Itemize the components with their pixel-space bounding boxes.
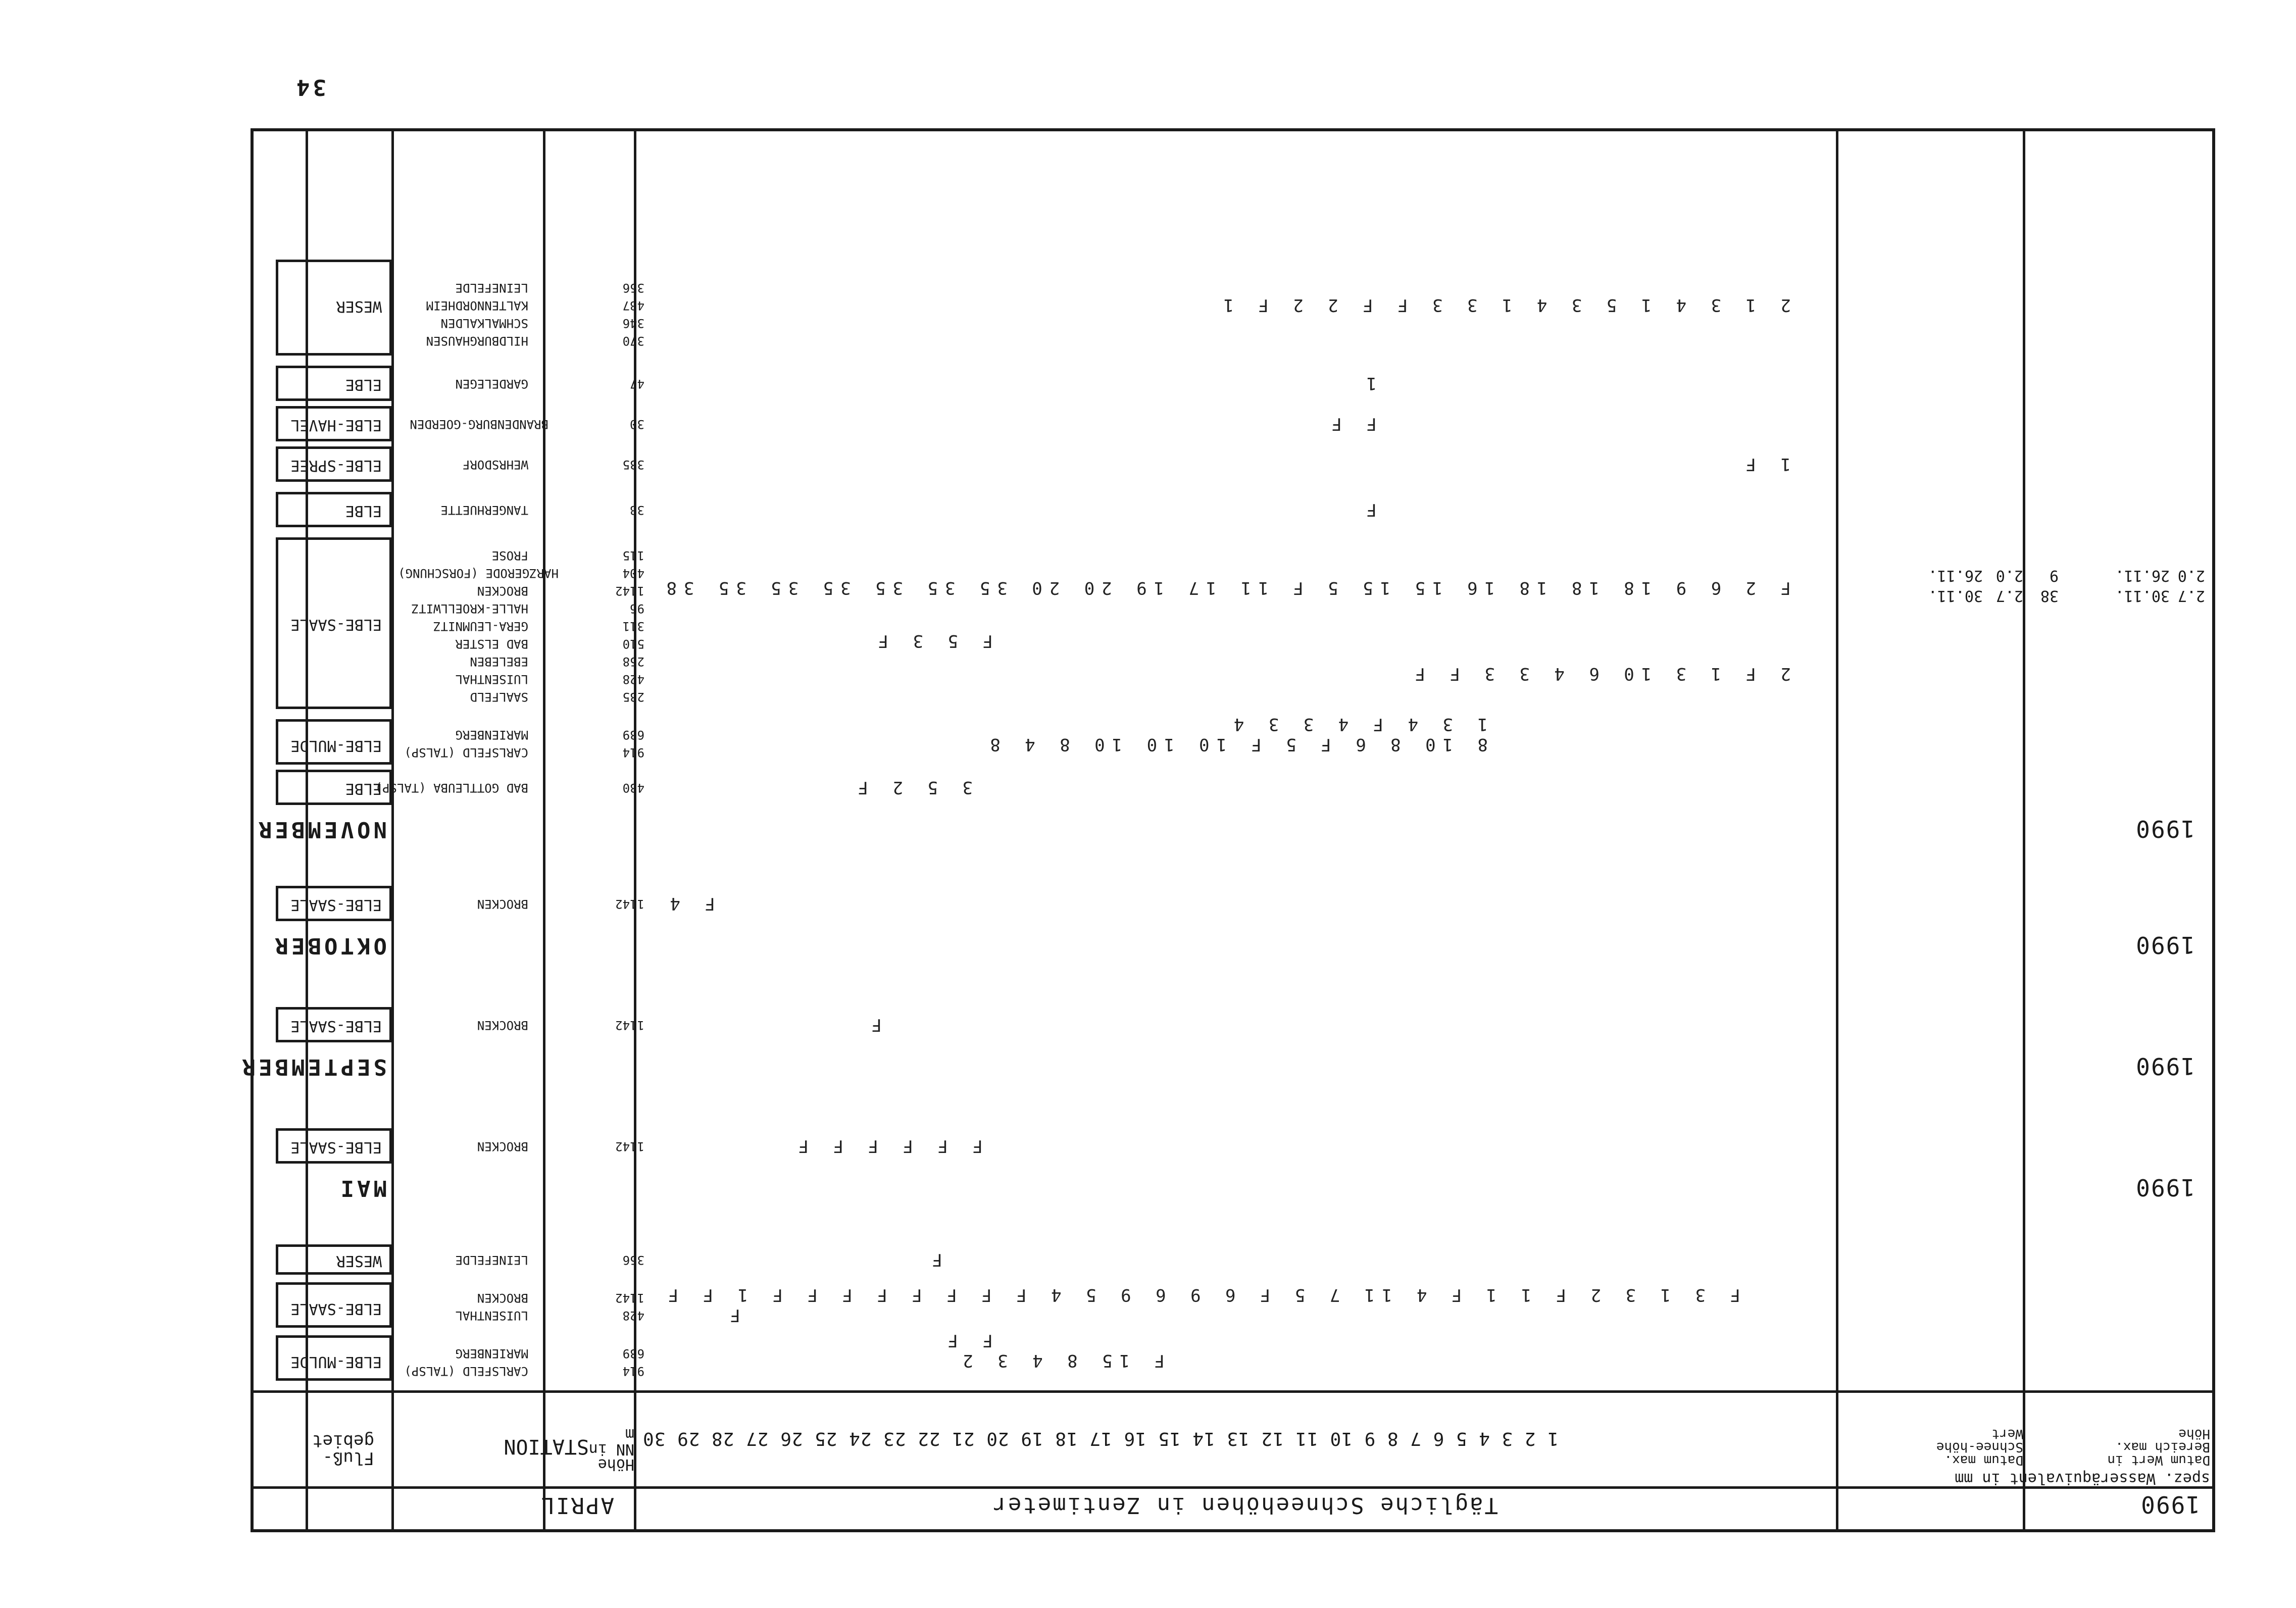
station-luisenthal-nov: LUISENTHAL bbox=[455, 672, 528, 686]
station-hildburghausen-nov: HILDBURGHAUSEN bbox=[426, 334, 528, 348]
range-wert-1: 2.7 bbox=[2177, 587, 2205, 605]
divider-days bbox=[1836, 131, 1838, 1529]
station-bad-gottleuba-nov: BAD GOTTLEUBA (TALSP) bbox=[375, 781, 528, 795]
station-harzgerode-nov: HARZGERODE (FORSCHUNG) bbox=[398, 566, 559, 580]
month-label-mai: MAI bbox=[337, 1175, 387, 1201]
station-frose-nov: FROSE bbox=[491, 548, 528, 563]
height-hildburghausen-nov: 370 bbox=[622, 334, 644, 348]
station-kaltennordheim-nov: KALTENNORDHEIM bbox=[426, 298, 528, 313]
values-brocken-okt: F 4 bbox=[663, 893, 715, 914]
station-marienberg-apr: MARIENBERG bbox=[455, 1346, 528, 1361]
river-elbe-saale-nov: ELBE-SAALE bbox=[290, 616, 382, 633]
col-header-sub-snow: Datum max. Schnee-höhe Wert bbox=[1936, 1426, 2023, 1468]
year-label-september: 1990 bbox=[2135, 1052, 2195, 1080]
river-elbe-havel-nov: ELBE-HAVEL bbox=[290, 416, 382, 434]
values-tangerhuette-nov: F bbox=[1359, 499, 1377, 520]
river-elbe-saale-mai: ELBE-SAALE bbox=[290, 1138, 382, 1156]
range-wert-2: 2.0 bbox=[2177, 567, 2205, 584]
height-brandenburg-nov: 30 bbox=[630, 417, 644, 431]
values-gardelegen-nov: 1 bbox=[1359, 373, 1377, 393]
month-label-september: SEPTEMBER bbox=[239, 1054, 387, 1080]
header-rule bbox=[254, 1486, 2212, 1489]
values-luisenthal-nov: 2 F 1 3 10 6 4 3 3 F F bbox=[1408, 664, 1791, 684]
station-brocken-apr: BROCKEN bbox=[477, 1291, 528, 1305]
station-brocken-sep: BROCKEN bbox=[477, 1018, 528, 1032]
station-leinefelde-nov: LEINEFELDE bbox=[455, 281, 528, 295]
station-gera-leumnitz-nov: GERA-LEUMNITZ bbox=[433, 619, 528, 633]
col-header-wasser: spez. Wasseräquivalent in mm bbox=[1955, 1470, 2210, 1487]
river-elbe-spree-nov: ELBE-SPREE bbox=[290, 457, 382, 474]
height-brocken-nov: 1142 bbox=[615, 584, 644, 598]
river-weser-nov: WESER bbox=[336, 297, 382, 315]
station-ebeleben-nov: EBELEBEN bbox=[470, 655, 528, 669]
station-halle-kroellwitz-nov: HALLE-KROELLWITZ bbox=[411, 601, 528, 616]
wasser-date-1: 30.11. bbox=[1928, 587, 1983, 605]
values-bad-gottleuba-nov: 3 5 2 F bbox=[851, 777, 973, 797]
height-leinefelde-nov: 356 bbox=[622, 281, 644, 295]
year-label-november: 1990 bbox=[2135, 815, 2195, 842]
values-brandenburg-nov: F F bbox=[1324, 414, 1377, 434]
height-marienberg-nov: 639 bbox=[622, 728, 644, 742]
station-brocken-okt: BROCKEN bbox=[477, 897, 528, 911]
station-brocken-mai: BROCKEN bbox=[477, 1139, 528, 1153]
river-elbe-nov: ELBE bbox=[345, 780, 382, 797]
station-carlsfeld-nov: CARLSFELD (TALSP) bbox=[404, 745, 528, 760]
station-brocken-nov: BROCKEN bbox=[477, 584, 528, 598]
height-kaltennordheim-nov: 487 bbox=[622, 298, 644, 313]
height-gera-nov: 311 bbox=[622, 619, 644, 633]
height-tangerhuette-nov: 38 bbox=[630, 503, 644, 517]
height-brocken-okt: 1142 bbox=[615, 897, 644, 911]
river-elbe-tanger-nov: ELBE bbox=[345, 502, 382, 520]
station-wehrsdorf-nov: WEHRSDORF bbox=[462, 458, 528, 472]
height-ebeleben-nov: 258 bbox=[622, 655, 644, 669]
year-label: 1990 bbox=[2140, 1491, 2200, 1518]
wasser-wert-1: 2.7 bbox=[1995, 587, 2023, 605]
station-saalfeld-nov: SAALFELD bbox=[470, 690, 528, 704]
height-bad-elster-nov: 510 bbox=[622, 637, 644, 651]
height-bad-gottleuba-nov: 430 bbox=[622, 781, 644, 795]
station-gardelegen-nov: GARDELEGEN bbox=[455, 377, 528, 391]
values-brocken-mai: F F F F F F bbox=[791, 1136, 983, 1156]
values-marienberg-apr: F F bbox=[940, 1330, 993, 1350]
col-header-height: Höhe NN in m bbox=[588, 1425, 634, 1473]
year-label-oktober: 1990 bbox=[2135, 931, 2195, 959]
height-schmalkalden-nov: 346 bbox=[622, 316, 644, 330]
wasser-date-2: 26.11. bbox=[1928, 567, 1983, 584]
values-wehrsdorf-nov: 1 F bbox=[1738, 454, 1791, 474]
col-header-station: STATION bbox=[504, 1435, 589, 1458]
subheader-rule bbox=[254, 1390, 2212, 1393]
river-elbe-saale-apr: ELBE-SAALE bbox=[290, 1300, 382, 1318]
col-header-days: 1 2 3 4 5 6 7 8 9 10 11 12 13 14 15 16 17 18 19 20 21 22 23 24 25 26 27 28 29 30 bbox=[642, 1428, 1559, 1449]
values-marienberg-nov: 1 3 4 F 4 3 3 4 bbox=[1226, 714, 1488, 734]
station-bad-elster-nov: BAD ELSTER bbox=[455, 637, 528, 651]
month-label-november: NOVEMBER bbox=[256, 817, 387, 842]
height-wehrsdorf-nov: 335 bbox=[622, 458, 644, 472]
height-brocken-sep: 1142 bbox=[615, 1018, 644, 1032]
height-leinefelde-apr: 356 bbox=[622, 1253, 644, 1267]
values-brocken-nov: F 2 6 9 18 18 18 16 15 15 5 F 11 17 19 20 20 35 35 35 35 35 35 38 bbox=[659, 578, 1791, 598]
river-elbe-saale-okt: ELBE-SAALE bbox=[290, 896, 382, 914]
values-bad-elster-nov: F 5 3 F bbox=[871, 631, 993, 651]
col-header-sub-range: Datum Wert in Bereich max. Höhe bbox=[2107, 1426, 2210, 1468]
height-luisenthal-nov: 428 bbox=[622, 672, 644, 686]
height-brocken-apr: 1142 bbox=[615, 1291, 644, 1305]
height-gardelegen-nov: 47 bbox=[630, 377, 644, 391]
height-halle-nov: 96 bbox=[630, 601, 644, 616]
table-frame bbox=[251, 128, 2215, 1532]
values-carlsfeld-apr: F 15 8 4 3 2 bbox=[956, 1350, 1165, 1371]
month-label-oktober: OKTOBER bbox=[272, 933, 387, 959]
height-marienberg-apr: 639 bbox=[622, 1346, 644, 1361]
range-date-2: 26.11. bbox=[2115, 567, 2170, 584]
station-brandenburg-nov: BRANDENBURG-GOERDEN bbox=[410, 417, 548, 431]
page-title: Tägliche Schneehöhen in Zentimeter bbox=[991, 1492, 1498, 1518]
values-carlsfeld-nov: 8 10 8 6 F 5 F 10 10 10 8 4 8 bbox=[983, 734, 1488, 755]
year-label-mai: 1990 bbox=[2135, 1174, 2195, 1201]
divider-station bbox=[543, 131, 545, 1529]
values-brocken-apr: F 3 1 3 2 F 1 1 F 4 11 7 5 F 6 9 6 9 5 4 F F F F F F F F 1 F F bbox=[661, 1285, 1740, 1305]
river-elbe-gardelegen-nov: ELBE bbox=[345, 376, 382, 393]
month-label-april: APRIL bbox=[539, 1492, 614, 1518]
height-luisenthal-apr: 428 bbox=[622, 1309, 644, 1323]
values-brocken-sep: F bbox=[864, 1015, 882, 1035]
river-elbe-saale-sep: ELBE-SAALE bbox=[290, 1017, 382, 1035]
river-elbe-mulde-apr: ELBE-MULDE bbox=[290, 1353, 382, 1371]
col-header-river: Fluß-gebiet bbox=[312, 1431, 374, 1468]
height-brocken-mai: 1142 bbox=[615, 1139, 644, 1153]
river-elbe-mulde-nov: ELBE-MULDE bbox=[290, 737, 382, 755]
height-carlsfeld-nov: 914 bbox=[622, 745, 644, 760]
station-leinefelde-apr: LEINEFELDE bbox=[455, 1253, 528, 1267]
range-date-1: 30.11. bbox=[2115, 587, 2170, 605]
height-frose-nov: 115 bbox=[622, 548, 644, 563]
wasser-wert-2: 2.0 bbox=[1995, 567, 2023, 584]
values-leinefelde-apr: F bbox=[925, 1249, 942, 1270]
divider-wasser bbox=[2023, 131, 2025, 1529]
height-saalfeld-nov: 235 bbox=[622, 690, 644, 704]
station-tangerhuette-nov: TANGERHUETTE bbox=[440, 503, 528, 517]
station-marienberg-nov: MARIENBERG bbox=[455, 728, 528, 742]
river-weser-apr: WESER bbox=[336, 1252, 382, 1270]
page-number: 34 bbox=[293, 74, 326, 100]
values-weser-nov: 2 1 3 4 1 5 3 4 1 3 3 F F 2 2 F 1 bbox=[1216, 295, 1791, 315]
station-luisenthal-apr: LUISENTHAL bbox=[455, 1309, 528, 1323]
values-luisenthal-apr: F bbox=[723, 1305, 740, 1325]
height-harzgerode-nov: 404 bbox=[622, 566, 644, 580]
wasser-hoehe-2: 9 bbox=[2049, 567, 2059, 584]
station-schmalkalden-nov: SCHMALKALDEN bbox=[440, 316, 528, 330]
height-carlsfeld-apr: 914 bbox=[622, 1364, 644, 1378]
wasser-hoehe-1: 38 bbox=[2040, 587, 2059, 605]
station-carlsfeld-apr: CARLSFELD (TALSP) bbox=[404, 1364, 528, 1378]
